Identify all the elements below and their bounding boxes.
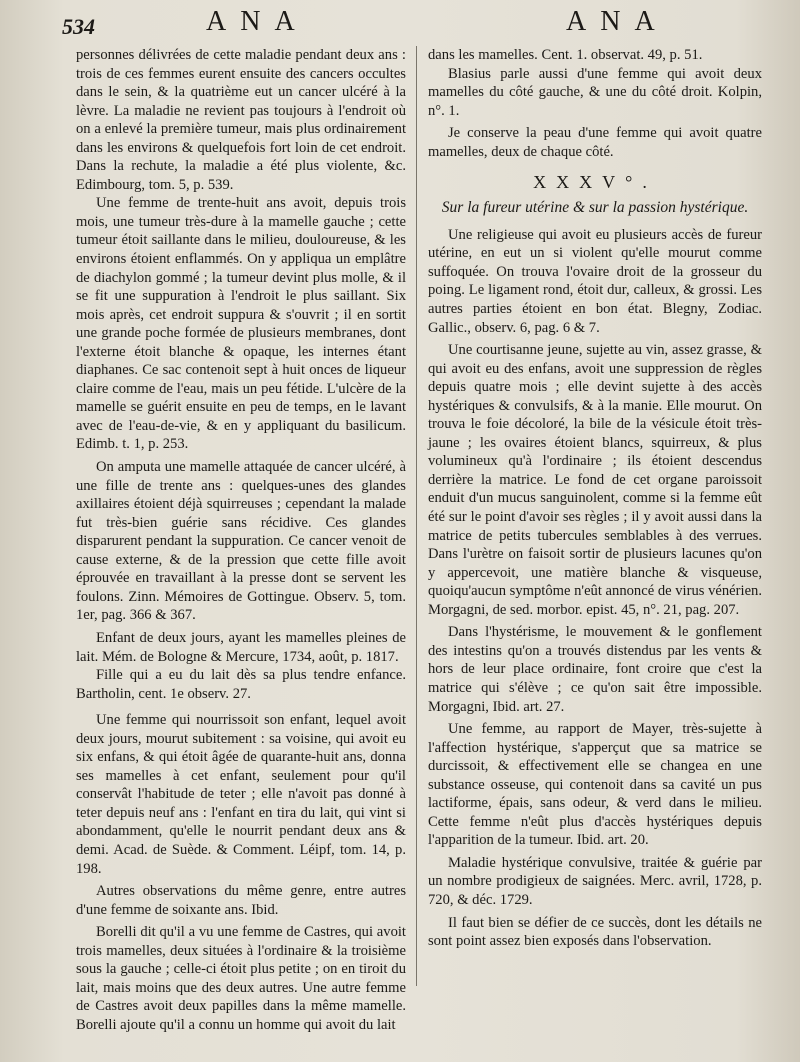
paragraph: Dans l'hystérisme, le mouvement & le gonflement des intestins qu'on a trouvés distendus par les vents & hors de leur place ordinaire, font croire que c'est la matrice qui s'élève ; ce qu'on sait être impossible. Morgagni, Ibid. art. 27. — [428, 624, 762, 715]
left-column — [76, 46, 406, 1034]
section-title: Sur la fureur utérine & sur la passion hystérique. — [441, 198, 749, 216]
paragraph: Fille qui a eu du lait dès sa plus tendre enfance. Bartholin, cent. 1e observ. 27. — [76, 667, 406, 702]
right-column — [428, 46, 762, 951]
page-number: 534 — [62, 14, 95, 39]
paragraph: Borelli dit qu'il a vu une femme de Castres, qui avoit trois mamelles, deux situées à l'ordinaire & la troisième sous la gauche ; celle-ci étoit plus petite ; on en tiroit du lait, mais moins que des deux autres. Une autre femme de Castres avoit deux papilles dans la même mamelle. Borelli ajoute qu'il a connu un homme qui avoit du lait — [76, 924, 406, 1033]
running-head-left: ANA — [206, 6, 309, 37]
paragraph: Une courtisanne jeune, sujette au vin, assez grasse, & qui avoit eu des enfans, avoit une suppression de règles depuis quatre mois ; elle devint sujette à des accès hystériques & convulsifs, & à la manie. Elle mourut. On trouva le foie décoloré, la bile de la vésicule étoit très-jaune ; les ovaires étoient blancs, squirreux, & plus volumineux qu'à l'ordinaire ; ils étoient descendus derrière la matrice. Le fond de cet organe paroissoit enduit d'un mucus sanguinolent, comme si la femme eût été sur le point d'avoir ses règles ; il y avoit aussi dans la matrice de petits tubercules semblables à des verrues. Dans l'urètre on faisoit sortir de plusieurs lacunes qu'on y appercevoit, une matière blanche & visqueuse, quoiqu'aucun symptôme n'eût annoncé de virus vénérien. Morgagni, de sed. morbor. epist. 45, n°. 21, pag. 207. — [428, 342, 762, 618]
column-divider — [416, 46, 417, 986]
paragraph: Une femme qui nourrissoit son enfant, lequel avoit deux jours, mourut subitement : sa voisine, qui avoit eu six enfans, & qui étoit âgée de quarante-huit ans, donna ses mamelles à cet enfant, seulement pour qu'il conservât l'habitude de teter ; elle n'avoit pas donné à teter depuis neuf ans : l'enfant en tira du lait, qui vint si abondamment, qu'elle le nourrit pendant deux ans & demi. Acad. de Suède. & Comment. Léipf, tom. 14, p. 198. — [76, 712, 406, 877]
paragraph: Il faut bien se défier de ce succès, dont les détails ne sont point assez bien exposés dans l'observation. — [428, 914, 762, 950]
paragraph: Blasius parle aussi d'une femme qui avoit deux mamelles du côté gauche, & une du côté droit. Kolpin, n°. 1. — [428, 65, 762, 119]
paragraph: Maladie hystérique convulsive, traitée & guérie par un nombre prodigieux de saignées. Merc. avril, 1728, p. 720, & déc. 1729. — [428, 854, 762, 908]
paragraph: personnes délivrées de cette maladie pendant deux ans : trois de ces femmes eurent ensuite des cancers occultes dans le sein, & la quatrième eut un cancer ulcéré à la lèvre. La maladie ne revient pas toujours à l'endroit où on a enlevé la première tumeur, mais plus ordinairement dans les environs & quelquefois fort loin de cet endroit. Dans la rechute, la maladie a été plus violente, &c. Edimbourg, tom. 5, p. 539. — [76, 47, 406, 193]
paragraph: Une femme de trente-huit ans avoit, depuis trois mois, une tumeur très-dure à la mamelle gauche ; cette tumeur étoit saillante dans le milieu, douloureuse, & les environs étoient enflammés. On y appliqua un emplâtre de diachylon gommé ; la tumeur devint plus molle, & il se fit une suppuration à l'endroit le plus saillant. Six mois après, cet endroit suppura & s'ouvrit ; il en sortit une grande poche formée de plusieurs membranes, dont l'externe étoit blanche & opaque, les internes étant diaphanes. Ce sac contenoit sept à huit onces de liqueur claire comme de l'eau, mais un peu fétide. L'ulcère de la mamelle se guérit ensuite en peu de temps, en le lavant avec de l'eau-de-vie, & en y appliquant du basilicum. Edimb. t. 1, p. 253. — [76, 195, 406, 453]
paragraph: Une femme, au rapport de Mayer, très-sujette à l'affection hystérique, s'apperçut que sa matrice se durcissoit, & effectivement elle se changea en une substance osseuse, qui contenoit dans sa cavité un pus lactiforme, épais, sans odeur, & verd dans le milieu. Cette femme n'eût plus d'accès hystériques depuis l'apparition de la tumeur. Ibid. art. 20. — [428, 721, 762, 849]
running-head-right: ANA — [566, 6, 669, 37]
paragraph: On amputa une mamelle attaquée de cancer ulcéré, à une fille de trente ans : quelques-unes des glandes axillaires étoient déjà squirreuses ; cependant la malade fut très-bien guérie sans récidive. Ces glandes disparurent pendant la suppuration. Ce cancer venoit de cause externe, & de la pression que cette fille avoit éprouvée en travaillant à la presse dont se servent les foulons. Zinn. Mémoires de Gottingue. Observ. 5, tom. 1er, pag. 366 & 367. — [76, 459, 406, 624]
section-number: XXXV°. — [533, 172, 657, 193]
paragraph: Autres observations du même genre, entre autres d'une femme de soixante ans. Ibid. — [76, 883, 406, 918]
paragraph: dans les mamelles. Cent. 1. observat. 49, p. 51. — [428, 47, 703, 63]
paragraph: Je conserve la peau d'une femme qui avoit quatre mamelles, deux de chaque côté. — [428, 125, 762, 160]
paragraph: Enfant de deux jours, ayant les mamelles pleines de lait. Mém. de Bologne & Mercure, 1734, août, p. 1817. — [76, 629, 406, 665]
paragraph: Une religieuse qui avoit eu plusieurs accès de fureur utérine, en eut un si violent qu'elle mourut comme suffoquée. On trouva l'ovaire droit de la grosseur du poing. Le ligament rond, étoit dur, calleux, & grossi. Les autres parties étoient en bon état. Blegny, Zodiac. Gallic., observ. 6, pag. 6 & 7. — [428, 226, 762, 336]
